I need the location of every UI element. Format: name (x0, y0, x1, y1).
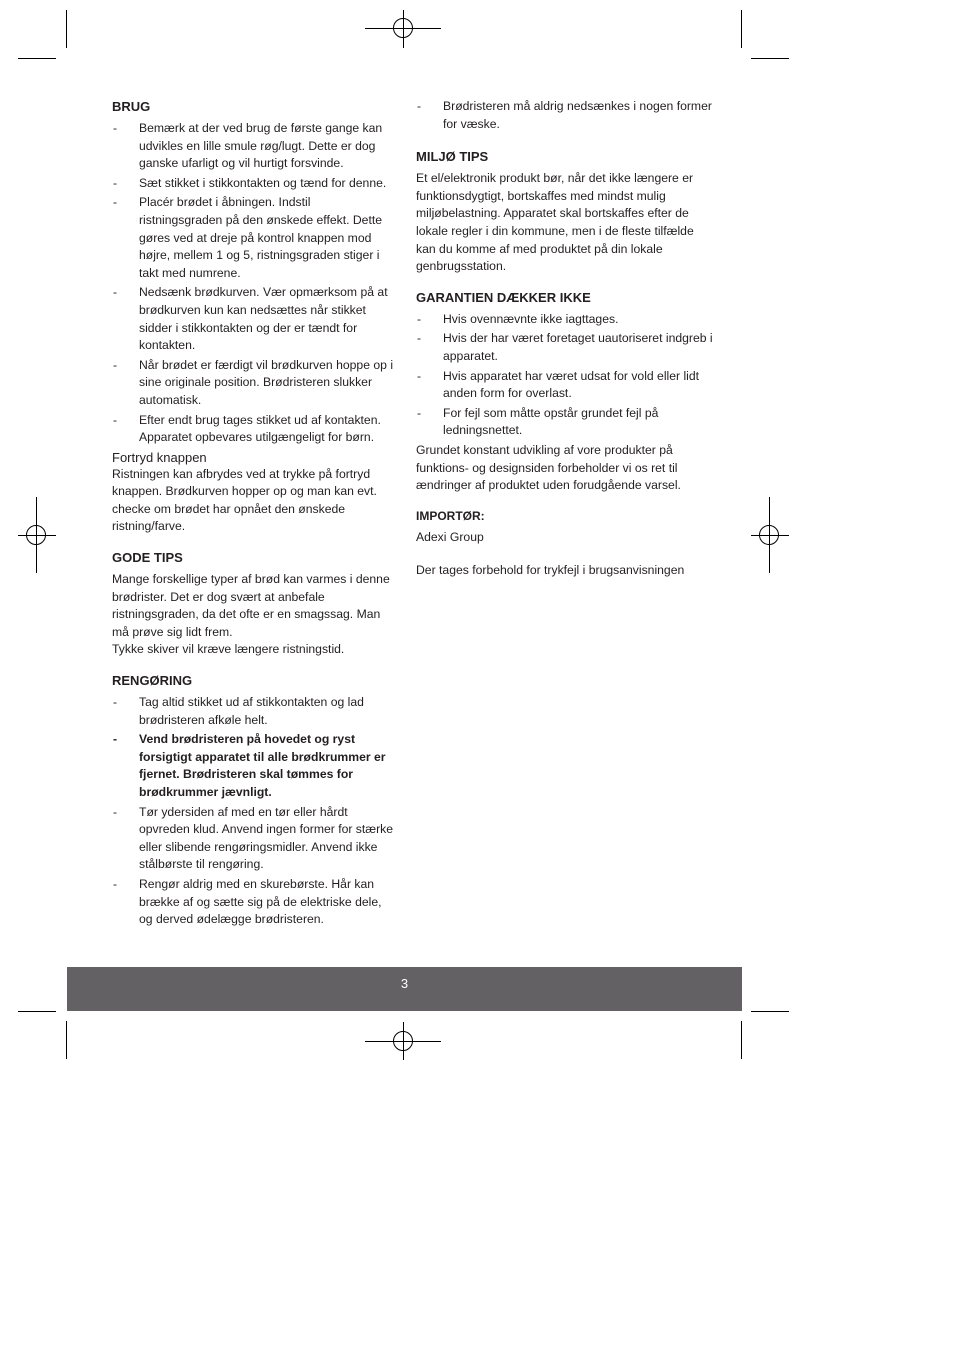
paragraph: Mange forskellige typer af brød kan varmes i denne brødrister. Det er dog svært at anbefale ristningsgraden, da det ofte er en smagssag. Man må prøve sig lidt frem. (112, 572, 390, 639)
list-item: - Vend brødristeren på hovedet og ryst forsigtigt apparatet til alle brødkrummer er fjernet. Brødristeren skal tømmes for brødkrummer jævnligt. (112, 731, 396, 801)
paragraph: Et el/elektronik produkt bør, når det ikke længere er funktionsdygtigt, bortskaffes med mindst mulig miljøbelastning. Apparatet skal bortskaffes efter de lokale regler i din kommune, men i de fleste tilfælde kan du komme af med produktet på din lokale genbrugsstation. (416, 171, 694, 274)
brug-list (112, 120, 396, 447)
list-item: - Når brødet er færdigt vil brødkurven hoppe op i sine originale position. Brødristeren slukker automatisk. (112, 357, 396, 410)
page-number: 3 (400, 976, 409, 991)
list-item: - Hvis ovennævnte ikke iagttages. (416, 311, 716, 329)
section-brug (112, 98, 396, 447)
list-item: - Placér brødet i åbningen. Indstil ristningsgraden på den ønskede effekt. Dette gøres ved at dreje på kontrol knappen mod højre, mellem 1 og 5, ristningsgraden stiger i takt med numrene. (112, 194, 396, 282)
paragraph: Tykke skiver vil kræve længere ristningstid. (112, 642, 345, 657)
section-heading: GARANTIEN DÆKKER IKKE (416, 289, 591, 305)
section-heading: BRUG (112, 99, 151, 114)
continued-list (416, 98, 716, 133)
list-item: - Sæt stikket i stikkontakten og tænd for denne. (112, 175, 396, 193)
importer-name: Adexi Group (416, 529, 484, 544)
list-item: - Hvis der har været foretaget uautoriseret indgreb i apparatet. (416, 330, 716, 365)
list-item: - Brødristeren må aldrig nedsænkes i nogen former for væske. (416, 98, 716, 133)
garanti-list (416, 311, 716, 440)
section-garanti (416, 289, 716, 495)
disclaimer: Der tages forbehold for trykfejl i brugsanvisningen (416, 563, 685, 578)
list-item: - For fejl som måtte opstår grundet fejl på ledningsnettet. (416, 405, 716, 440)
list-item: - Tør ydersiden af med en tør eller hårdt opvreden klud. Anvend ingen former for stærke eller slibende rengøringsmidler. Anvend ikke stålbørste til rengøring. (112, 804, 396, 874)
paragraph: Ristningen kan afbrydes ved at trykke på fortryd knappen. Brødkurven hopper op og man kan evt. checke om brødet har opnået den ønskede ristning/farve. (112, 466, 377, 534)
right-column (416, 98, 716, 580)
rengoring-list (112, 694, 396, 929)
paragraph: Grundet konstant udvikling af vore produkter på funktions- og designsiden forbeholder vi os ret til ændringer af produktet uden forudgående varsel. (416, 442, 681, 493)
list-item: - Efter endt brug tages stikket ud af kontakten. Apparatet opbevares utilgængeligt for børn. (112, 412, 396, 447)
footer-bar (67, 967, 742, 1011)
section-heading: IMPORTØR: (416, 508, 485, 523)
section-importor (416, 508, 716, 547)
section-rengoring (112, 672, 396, 929)
list-item: - Nedsænk brødkurven. Vær opmærksom på at brødkurven kun kan nedsættes når stikket sidder i stikkontakten og der er tændt for kontakten. (112, 284, 396, 354)
section-fortryd (112, 449, 396, 536)
section-gode-tips (112, 549, 396, 659)
section-heading: GODE TIPS (112, 550, 183, 566)
list-item: - Bemærk at der ved brug de første gange kan udvikles en lille smule røg/lugt. Dette er dog ganske ufarligt og vil hurtigt forsvinde. (112, 120, 396, 173)
list-item: - Hvis apparatet har været udsat for vold eller lidt anden form for overlast. (416, 368, 716, 403)
section-heading: RENGØRING (112, 673, 193, 689)
section-heading: MILJØ TIPS (416, 149, 489, 165)
subsection-heading: Fortryd knappen (112, 449, 207, 465)
section-miljo-tips (416, 148, 716, 276)
list-item: - Rengør aldrig med en skurebørste. Hår kan brække af og sætte sig på de elektriske dele, og derved ødelægge brødristeren. (112, 876, 396, 929)
list-item: - Tag altid stikket ud af stikkontakten og lad brødristeren afkøle helt. (112, 694, 396, 729)
left-column (112, 98, 396, 931)
